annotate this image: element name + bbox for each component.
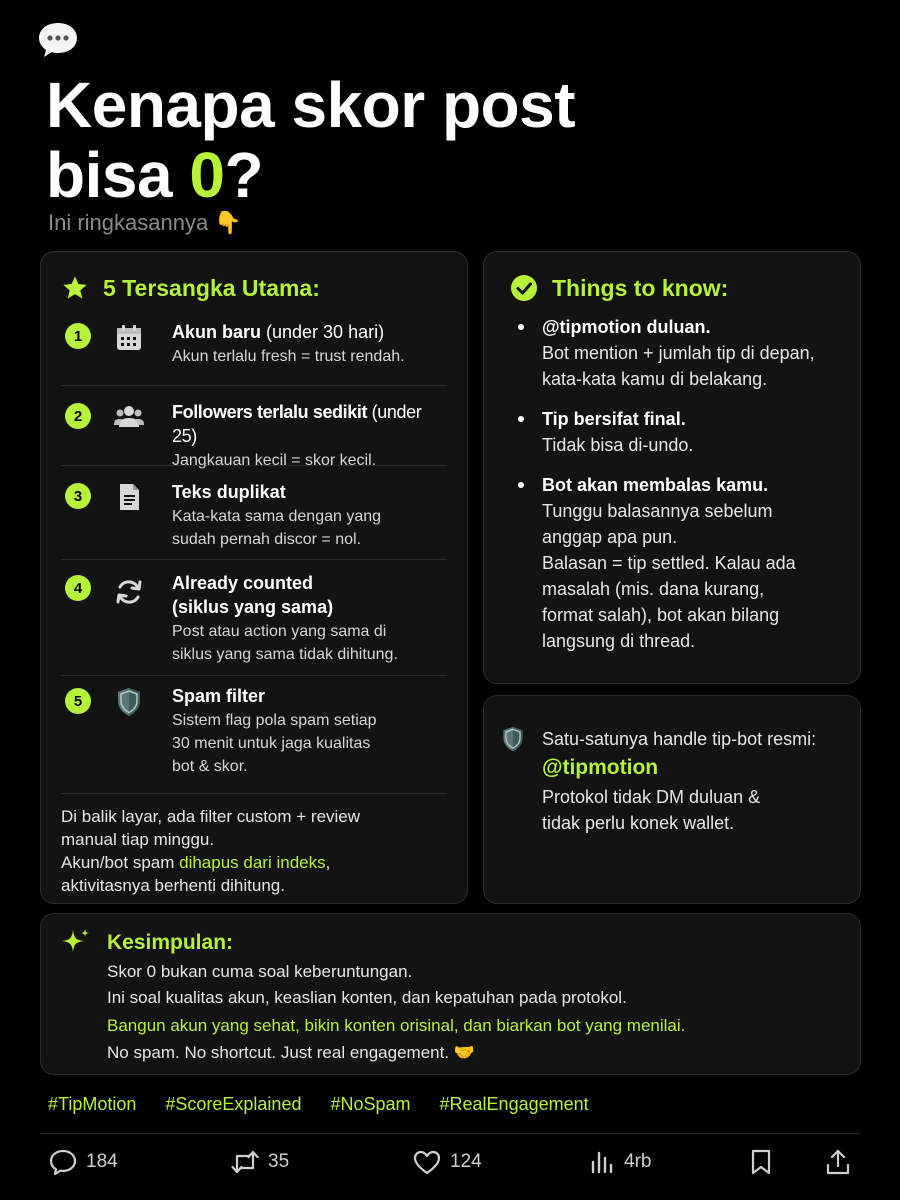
hashtag-link[interactable]: #NoSpam — [330, 1094, 411, 1114]
suspect-item — [61, 400, 447, 469]
conclusion-highlight: Bangun akun yang sehat, bikin konten orisinal, dan biarkan bot yang menilai. — [107, 1016, 686, 1035]
things-heading: Things to know: — [510, 274, 728, 302]
things-to-know-card — [483, 251, 861, 684]
action-bar-divider — [40, 1133, 860, 1134]
number-badge: 5 — [65, 688, 91, 714]
hashtag-row — [48, 1094, 589, 1115]
tipmotion-handle[interactable]: @tipmotion — [542, 317, 642, 337]
suspect-title: Followers terlalu sedikit (under 25) — [172, 402, 422, 446]
check-circle-icon — [510, 274, 538, 302]
suspect-title: Akun baru (under 30 hari) — [172, 322, 385, 342]
like-button[interactable] — [412, 1148, 482, 1176]
list-item: Bot akan membalas kamu. Tunggu balasannya sebelum anggap apa pun. Balasan = tip settled. Kalau ada masalah (mis. dana kurang, format salah), bot akan bilang langsung di thread. — [516, 472, 840, 654]
like-count: 124 — [450, 1151, 482, 1172]
suspect-item — [61, 480, 447, 560]
repost-button[interactable] — [230, 1148, 289, 1176]
suspect-desc: Kata-kata sama dengan yang sudah pernah discor = nol. — [172, 508, 382, 548]
reply-button[interactable] — [48, 1148, 118, 1176]
suspect-item — [61, 686, 447, 794]
suspect-title: Spam filter — [172, 686, 266, 706]
refresh-icon — [113, 576, 145, 608]
sparkle-icon — [59, 926, 93, 960]
users-icon — [113, 401, 145, 433]
repost-count: 35 — [268, 1151, 290, 1172]
conclusion-card: Kesimpulan: Skor 0 bukan cuma soal keberuntungan. Ini soal kualitas akun, keaslian konten, dan kepatuhan pada protokol. Bangun akun yang sehat, bikin konten orisinal, dan biarkan bot yang menilai. No spam. No shortcut. Just real engagement. 🤝 — [40, 913, 861, 1075]
suspect-title: Already counted (siklus yang sama) — [172, 573, 334, 617]
title-highlight: 0 — [189, 139, 225, 211]
share-button[interactable] — [824, 1148, 852, 1176]
suspect-desc: Post atau action yang sama di siklus yang sama tidak dihitung. — [172, 623, 398, 663]
shield-icon — [499, 724, 527, 754]
hashtag-link[interactable]: #ScoreExplained — [165, 1094, 302, 1114]
bookmark-icon — [748, 1148, 774, 1176]
shield-icon — [113, 686, 145, 718]
list-item: Tip bersifat final. Tidak bisa di-undo. — [516, 406, 840, 458]
suspect-item — [61, 320, 447, 386]
hashtag-link[interactable]: #TipMotion — [48, 1094, 137, 1114]
conclusion-heading: Kesimpulan: — [107, 931, 234, 954]
page-title — [46, 70, 575, 210]
title-line-1: Kenapa skor post — [46, 69, 576, 141]
star-icon — [61, 274, 89, 302]
heart-icon — [412, 1148, 442, 1176]
things-list — [516, 314, 840, 668]
suspects-footer-note: Di balik layar, ada filter custom + review manual tiap minggu. Akun/bot spam dihapus dari indeks, aktivitasnya berhenti dihitung. — [61, 807, 361, 895]
views-button[interactable] — [588, 1148, 651, 1176]
suspect-desc: Sistem flag pola spam setiap 30 menit untuk jaga kualitas bot & skor. — [172, 712, 377, 775]
title-line-2: bisa 0? — [46, 139, 264, 211]
calendar-icon — [113, 322, 145, 354]
removed-from-index-highlight: dihapus dari indeks — [179, 853, 326, 872]
suspect-item — [61, 574, 447, 676]
suspect-desc: Akun terlalu fresh = trust rendah. — [172, 348, 405, 365]
number-badge: 3 — [65, 483, 91, 509]
reply-icon — [48, 1148, 78, 1176]
suspects-card — [40, 251, 468, 904]
number-badge: 1 — [65, 323, 91, 349]
repost-icon — [230, 1148, 260, 1176]
suspects-heading: 5 Tersangka Utama: — [61, 274, 320, 302]
document-icon — [113, 481, 145, 513]
speech-bubble-icon — [36, 20, 80, 60]
suspect-title: Teks duplikat — [172, 482, 286, 502]
suspect-desc: Jangkauan kecil = skor kecil. — [172, 452, 377, 469]
list-item: @tipmotion duluan. Bot mention + jumlah tip di depan, kata-kata kamu di belakang. — [516, 314, 840, 392]
bar-chart-icon — [588, 1148, 616, 1176]
official-handle[interactable]: @tipmotion — [542, 756, 659, 779]
page-subtitle: Ini ringkasannya 👇 — [48, 210, 242, 235]
share-icon — [824, 1148, 852, 1176]
reply-count: 184 — [86, 1151, 118, 1172]
view-count: 4rb — [624, 1151, 652, 1172]
number-badge: 2 — [65, 403, 91, 429]
number-badge: 4 — [65, 575, 91, 601]
bookmark-button[interactable] — [748, 1148, 774, 1176]
hashtag-link[interactable]: #RealEngagement — [439, 1094, 589, 1114]
official-handle-card: Satu-satunya handle tip-bot resmi: @tipmotion Protokol tidak DM duluan & tidak perlu konek wallet. — [483, 695, 861, 904]
